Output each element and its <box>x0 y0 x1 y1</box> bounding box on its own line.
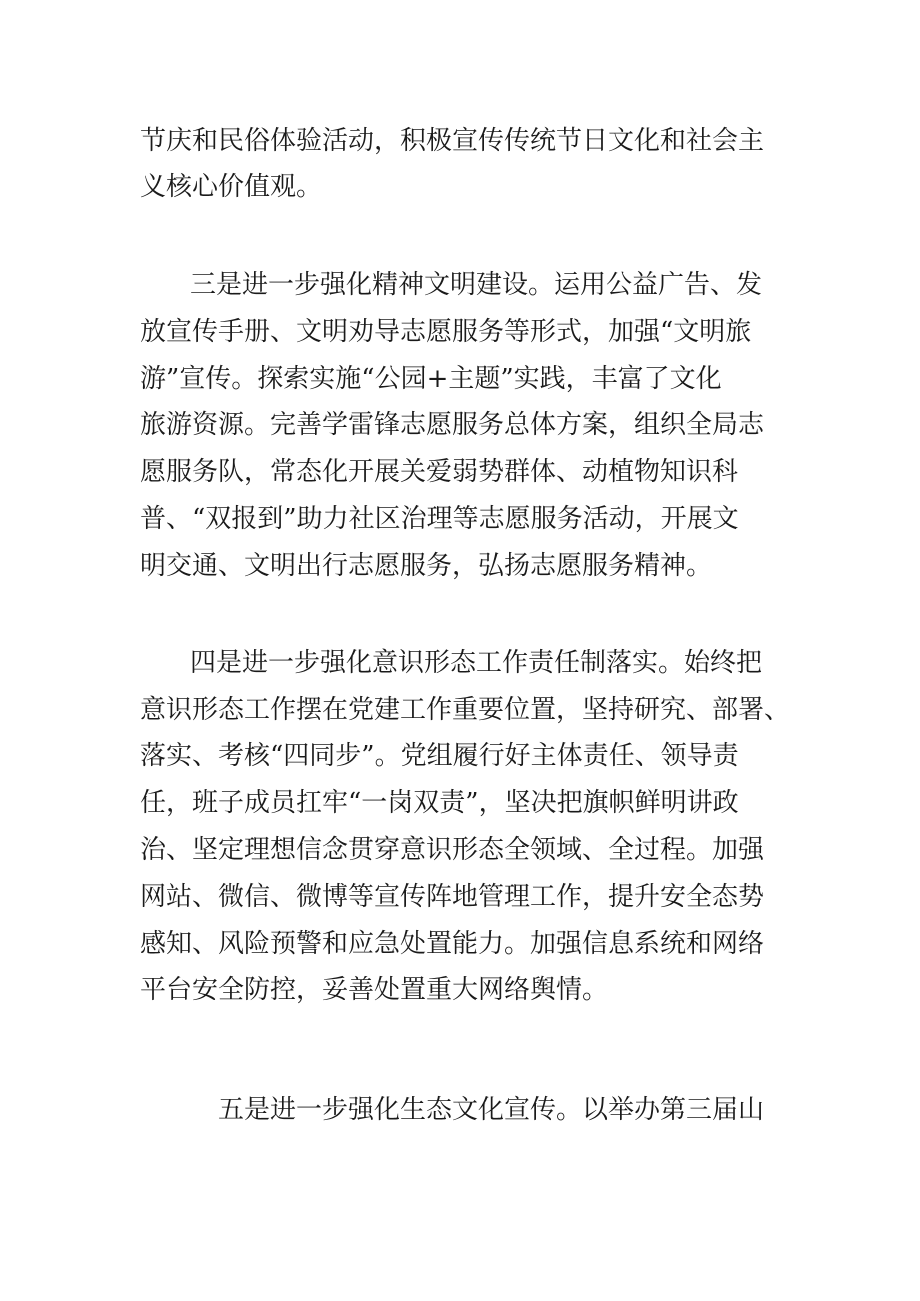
paragraph-line: 愿服务队，常态化开展关爱弱势群体、动植物知识科 <box>140 457 739 487</box>
paragraph-line: 游”宣传。探索实施“公园+主题”实践，丰富了文化 <box>140 364 722 394</box>
paragraph-line: 旅游资源。完善学雷锋志愿服务总体方案，组织全局志 <box>140 410 765 440</box>
paragraph-line: 明交通、文明出行志愿服务，弘扬志愿服务精神。 <box>140 551 713 581</box>
paragraph-line: 落实、考核“四同步”。党组履行好主体责任、领导责 <box>140 741 739 771</box>
paragraph-line: 网站、微信、微博等宣传阵地管理工作，提升安全态势 <box>140 882 765 912</box>
paragraph-line: 三是进一步强化精神文明建设。运用公益广告、发 <box>190 270 763 300</box>
paragraph-line: 节庆和民俗体验活动，积极宣传传统节日文化和社会主 <box>140 126 765 156</box>
paragraph-line: 普、“双报到”助力社区治理等志愿服务活动，开展文 <box>140 504 739 534</box>
paragraph-line: 感知、风险预警和应急处置能力。加强信息系统和网络 <box>140 929 765 959</box>
paragraph-line: 平台安全防控，妥善处置重大网络舆情。 <box>140 975 609 1005</box>
paragraph-line: 意识形态工作摆在党建工作重要位置，坚持研究、部署、 <box>140 695 791 725</box>
paragraph-line: 放宣传手册、文明劝导志愿服务等形式，加强“文明旅 <box>140 317 752 347</box>
paragraph-line: 义核心价值观。 <box>140 172 323 202</box>
paragraph-line: 任，班子成员扛牢“一岗双责”，坚决把旗帜鲜明讲政 <box>140 788 739 818</box>
paragraph-line: 治、坚定理想信念贯穿意识形态全领域、全过程。加强 <box>140 835 765 865</box>
paragraph-line: 五是进一步强化生态文化宣传。以举办第三届山 <box>218 1095 765 1125</box>
paragraph-line: 四是进一步强化意识形态工作责任制落实。始终把 <box>190 648 763 678</box>
